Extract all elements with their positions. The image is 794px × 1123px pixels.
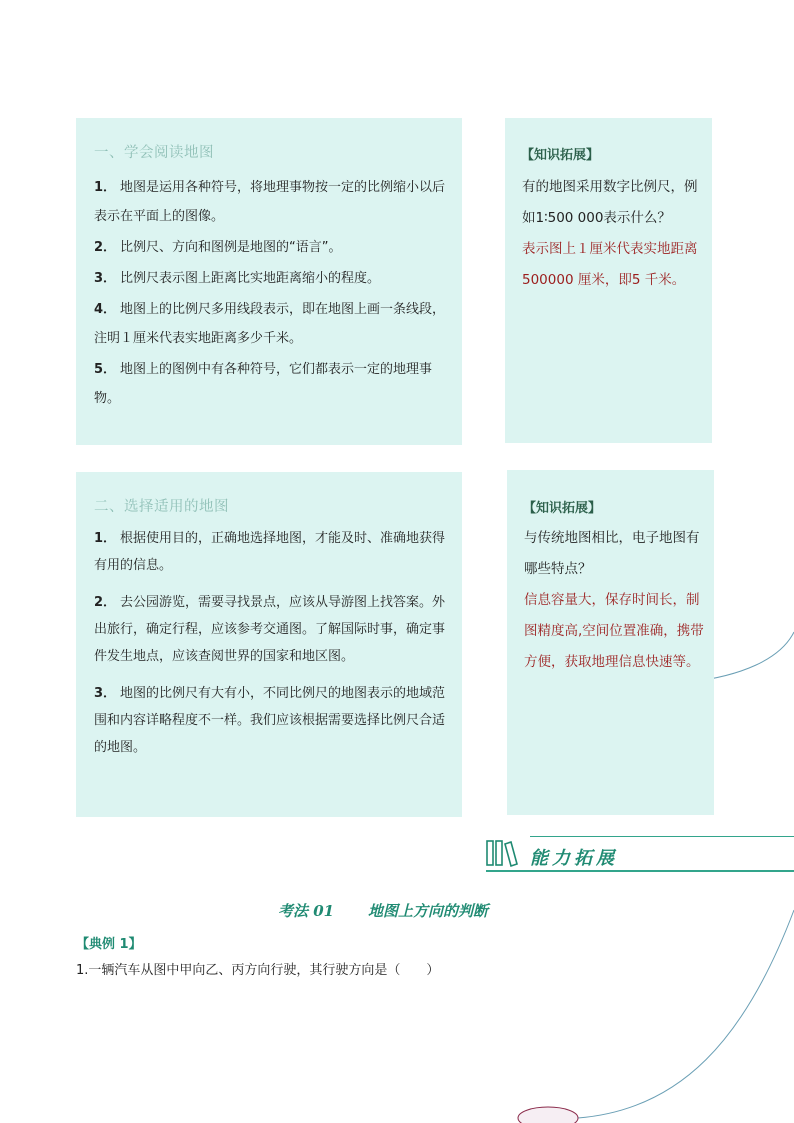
section-1-list — [94, 173, 446, 413]
decorative-curve — [578, 910, 794, 1118]
side-2-answer: 信息容量大，保存时间长，制图精度高,空间位置准确，携带方便，获取地理信息快速等。 — [524, 592, 704, 670]
section-2-list — [94, 525, 446, 761]
kaofa-title: 地图上方向的判断 — [368, 902, 489, 920]
books-icon — [486, 838, 526, 868]
decorative-ellipse — [518, 1107, 578, 1123]
banner-top-line — [530, 836, 794, 837]
section-2-title: 二、选择适用的地图 — [94, 499, 229, 515]
side-2-question: 与传统地图相比，电子地图有哪些特点？ — [524, 530, 700, 577]
side-1-question: 有的地图采用数字比例尺，例如1∶500 000表示什么？ — [522, 179, 698, 226]
example-question: 1.一辆汽车从图中甲向乙、丙方向行驶，其行驶方向是（ ） — [76, 963, 440, 978]
list-item: 4． 地图上的比例尺多用线段表示，即在地图上画一条线段，注明１厘米代表实地距离多少千米。 — [94, 302, 446, 346]
list-item: 1． 根据使用目的，正确地选择地图，才能及时、准确地获得有用的信息。 — [94, 531, 446, 573]
section-1-title: 一、学会阅读地图 — [94, 145, 214, 161]
side-2-title: 【知识拓展】 — [523, 501, 602, 516]
example-label: 【典例 1】 — [76, 937, 142, 952]
list-item: 3． 地图的比例尺有大有小，不同比例尺的地图表示的地域范围和内容详略程度不一样。我们应该根据需要选择比例尺合适的地图。 — [94, 686, 446, 755]
side-1-title: 【知识拓展】 — [521, 148, 600, 163]
list-item: 1． 地图是运用各种符号，将地理事物按一定的比例缩小以后表示在平面上的图像。 — [94, 180, 446, 224]
kaofa-number: 考法 01 — [278, 902, 335, 920]
book-spine — [487, 841, 493, 865]
list-item: 5． 地图上的图例中有各种符号，它们都表示一定的地理事物。 — [94, 362, 433, 406]
banner-title: 能力拓展 — [530, 848, 618, 869]
book-spine — [505, 842, 517, 866]
book-spine — [496, 841, 502, 865]
side-1-answer: 表示图上１厘米代表实地距离 500000 厘米，即5 千米。 — [522, 241, 698, 288]
banner-bottom-line — [486, 870, 794, 872]
list-item: 2． 比例尺、方向和图例是地图的“语言”。 — [94, 240, 342, 255]
list-item: 2． 去公园游览，需要寻找景点，应该从导游图上找答案。外出旅行，确定行程，应该参考交通图。了解国际时事，确定事件发生地点，应该查阅世界的国家和地区图。 — [94, 595, 446, 664]
list-item: 3． 比例尺表示图上距离比实地距离缩小的程度。 — [94, 271, 381, 286]
